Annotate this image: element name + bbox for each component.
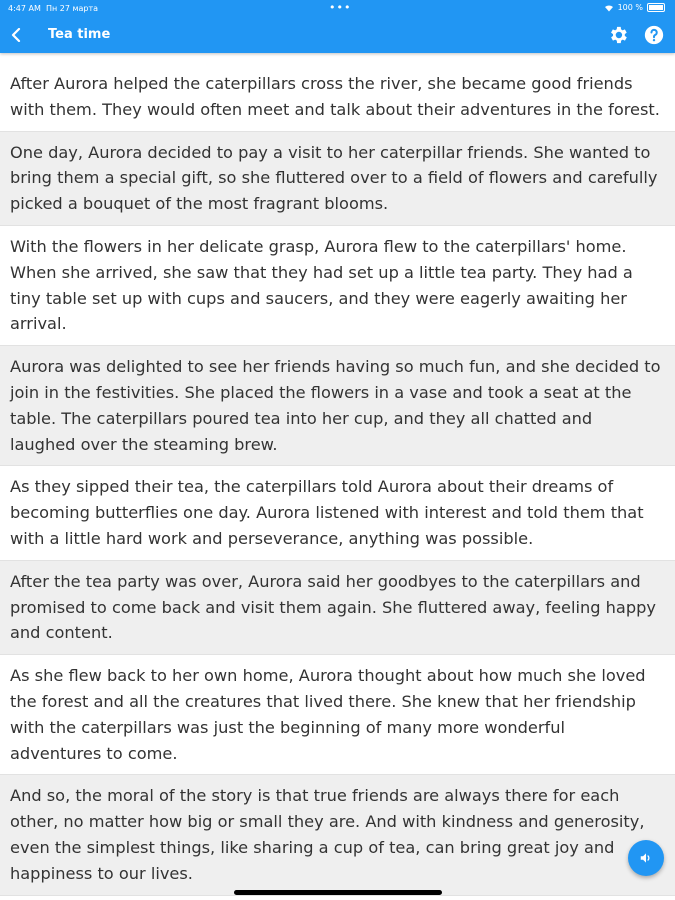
story-paragraph[interactable]: Aurora was delighted to see her friends having so much fun, and she decided to join in the festivities. She placed the flowers in a vase and took a seat at the table. The caterpillars poured tea into her cup, and they all chatted and laughed over the steaming brew.	[0, 346, 675, 466]
app-bar	[0, 0, 675, 53]
status-right	[604, 3, 665, 12]
speaker-icon	[639, 851, 653, 865]
status-date: Пн 27 марта	[45, 4, 99, 13]
help-button[interactable]	[643, 24, 665, 46]
story-paragraph[interactable]: After Aurora helped the caterpillars cross the river, she became good friends with them. They would often meet and talk about their adventures in the forest.	[0, 63, 675, 132]
story-paragraph[interactable]: As they sipped their tea, the caterpillars told Aurora about their dreams of becoming butterflies one day. Aurora listened with interest and told them that with a little hard work and perseverance, anything was possible.	[0, 466, 675, 560]
gear-icon	[607, 24, 629, 46]
story-paragraph[interactable]: After the tea party was over, Aurora said her goodbyes to the caterpillars and promised to come back and visit them again. She fluttered away, feeling happy and content.	[0, 561, 675, 655]
status-bar	[0, 0, 675, 16]
story-paragraph[interactable]: As she flew back to her own home, Aurora thought about how much she loved the forest and all the creatures that lived there. She knew that her friendship with the caterpillars was just the beginning of many more wonderful adventures to come.	[0, 655, 675, 775]
settings-button[interactable]	[607, 24, 629, 46]
battery-icon	[647, 3, 665, 12]
story-list[interactable]	[0, 63, 675, 896]
read-aloud-button[interactable]	[628, 840, 664, 876]
back-button[interactable]	[6, 24, 26, 46]
wifi-icon	[604, 4, 614, 12]
chevron-left-icon	[10, 28, 22, 42]
home-indicator[interactable]	[234, 890, 442, 895]
story-paragraph[interactable]: With the flowers in her delicate grasp, Aurora flew to the caterpillars' home. When she arrived, she saw that they had set up a little tea party. They had a tiny table set up with cups and saucers, and they were eagerly awaiting her arrival.	[0, 226, 675, 346]
battery-percent: 100 %	[617, 3, 643, 12]
help-icon	[643, 24, 665, 46]
status-time: 4:47 AM Пн 27 марта	[8, 4, 99, 13]
page-title: Tea time	[48, 27, 111, 42]
story-paragraph[interactable]: One day, Aurora decided to pay a visit to her caterpillar friends. She wanted to bring them a special gift, so she fluttered over to a field of flowers and carefully picked a bouquet of the most fragrant blooms.	[0, 132, 675, 226]
story-paragraph[interactable]: And so, the moral of the story is that true friends are always there for each other, no matter how big or small they are. And with kindness and generosity, even the simplest things, like sharing a cup of tea, can bring great joy and happiness to our lives.	[0, 775, 675, 895]
multitasking-dots[interactable]: •••	[329, 1, 352, 14]
